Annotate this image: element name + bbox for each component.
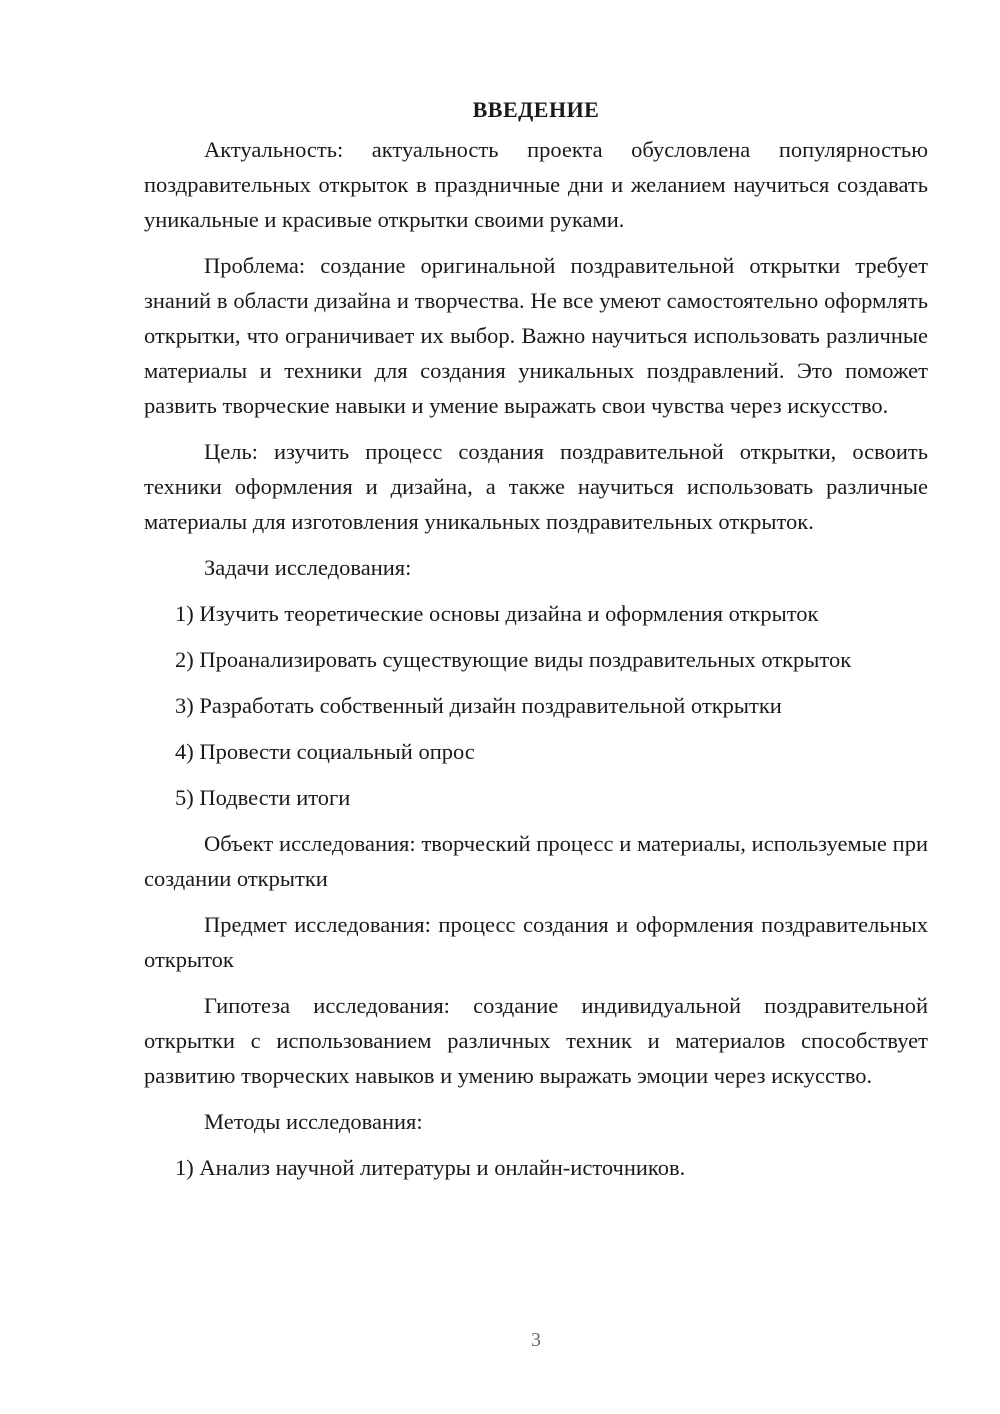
page-number: 3 [531, 1329, 541, 1351]
list-item: 1) Изучить теоретические основы дизайна и оформления открыток [175, 601, 819, 626]
object-paragraph: Объект исследования: творческий процесс и материалы, используемые при создании открытки [144, 831, 928, 891]
page-title: ВВЕДЕНИЕ [472, 97, 600, 122]
list-item: 3) Разработать собственный дизайн поздравительной открытки [175, 693, 782, 718]
list-item: 5) Подвести итоги [175, 785, 351, 810]
tasks-heading: Задачи исследования: [204, 555, 412, 580]
methods-list [144, 1150, 928, 1185]
list-item: 4) Провести социальный опрос [175, 739, 475, 764]
tasks-list [144, 596, 928, 815]
goal-paragraph: Цель: изучить процесс создания поздравительной открытки, освоить техники оформления и дизайна, а также научиться использовать различные материалы для изготовления уникальных поздравительных открыток. [144, 439, 928, 534]
document-body [144, 92, 928, 1196]
list-item: 1) Анализ научной литературы и онлайн-источников. [175, 1155, 686, 1180]
list-item: 2) Проанализировать существующие виды поздравительных открыток [175, 647, 852, 672]
hypothesis-paragraph: Гипотеза исследования: создание индивидуальной поздравительной открытки с использованием различных техник и материалов способствует развитию творческих навыков и умению выражать эмоции через искусство. [144, 993, 928, 1088]
problem-paragraph: Проблема: создание оригинальной поздравительной открытки требует знаний в области дизайна и творчества. Не все умеют самостоятельно оформлять открытки, что ограничивает их выбор. Важно научиться использовать различные материалы и техники для создания уникальных поздравлений. Это поможет развить творческие навыки и умение выражать свои чувства через искусство. [144, 253, 928, 418]
relevance-paragraph: Актуальность: актуальность проекта обусловлена популярностью поздравительных открыток в праздничные дни и желанием научиться создавать уникальные и красивые открытки своими руками. [144, 137, 928, 232]
methods-heading: Методы исследования: [204, 1109, 423, 1134]
subject-paragraph: Предмет исследования: процесс создания и оформления поздравительных открыток [144, 912, 928, 972]
